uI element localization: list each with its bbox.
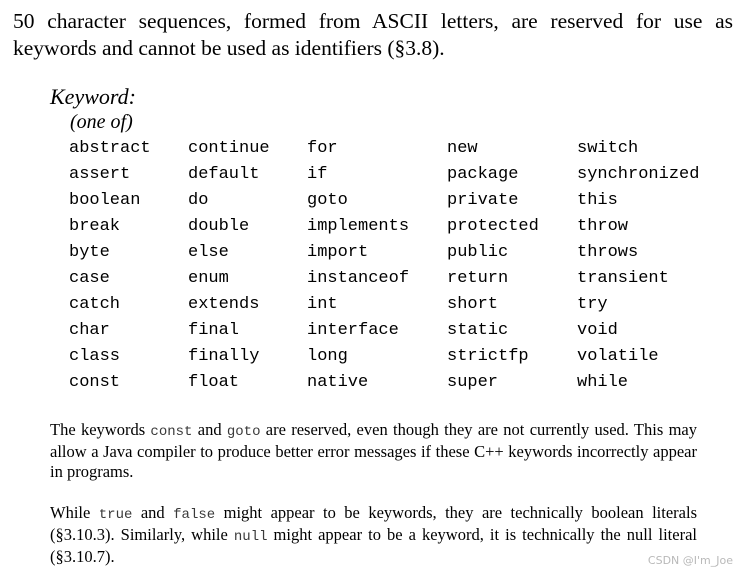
keyword-cell: double bbox=[188, 217, 250, 236]
inline-code-false: false bbox=[173, 507, 216, 523]
text-run: are reserved, even though they are not currently used. This may allow a Java compiler to produce better error messages if these C++ keywords incorrectly appear in programs. bbox=[50, 420, 697, 481]
keyword-cell: strictfp bbox=[447, 347, 529, 366]
keyword-cell: implements bbox=[307, 217, 410, 236]
inline-code-null: null bbox=[233, 529, 268, 545]
keyword-heading: Keyword: bbox=[50, 84, 136, 109]
keyword-cell: const bbox=[69, 373, 121, 392]
keyword-cell: new bbox=[447, 139, 478, 158]
keyword-cell: goto bbox=[307, 191, 348, 210]
keyword-cell: throw bbox=[577, 217, 629, 236]
inline-code-const: const bbox=[150, 424, 193, 440]
keyword-cell: transient bbox=[577, 269, 669, 288]
keyword-cell: super bbox=[447, 373, 499, 392]
keyword-cell: case bbox=[69, 269, 110, 288]
inline-code-true: true bbox=[98, 507, 133, 523]
keyword-cell: interface bbox=[307, 321, 399, 340]
keyword-cell: float bbox=[188, 373, 240, 392]
text-run: might appear to be a keyword, it is technically the null literal (§3.10.7). bbox=[50, 525, 697, 566]
keyword-cell: final bbox=[188, 321, 240, 340]
keyword-cell: char bbox=[69, 321, 110, 340]
keyword-cell: synchronized bbox=[577, 165, 700, 184]
keyword-cell: try bbox=[577, 295, 608, 314]
keyword-cell: assert bbox=[69, 165, 131, 184]
text-run: might appear to be keywords, they are technically boolean literals (§3.10.3). Similarly, while bbox=[50, 503, 697, 544]
keyword-cell: short bbox=[447, 295, 499, 314]
text-run: and bbox=[132, 503, 174, 522]
keyword-cell: for bbox=[307, 139, 338, 158]
keyword-cell: class bbox=[69, 347, 121, 366]
keyword-cell: do bbox=[188, 191, 209, 210]
inline-code-goto: goto bbox=[226, 424, 261, 440]
keyword-cell: package bbox=[447, 165, 519, 184]
keyword-cell: finally bbox=[188, 347, 260, 366]
keyword-cell: return bbox=[447, 269, 509, 288]
keyword-cell: import bbox=[307, 243, 369, 262]
keyword-cell: else bbox=[188, 243, 229, 262]
keyword-cell: static bbox=[447, 321, 509, 340]
text-run: and bbox=[192, 420, 227, 439]
keyword-cell: default bbox=[188, 165, 260, 184]
watermark: CSDN @I'm_Joe bbox=[647, 554, 733, 567]
keyword-cell: break bbox=[69, 217, 121, 236]
keyword-cell: private bbox=[447, 191, 519, 210]
keyword-cell: boolean bbox=[69, 191, 141, 210]
keyword-cell: byte bbox=[69, 243, 110, 262]
keyword-cell: long bbox=[307, 347, 348, 366]
text-run: While bbox=[50, 503, 99, 522]
keyword-cell: int bbox=[307, 295, 338, 314]
keyword-cell: void bbox=[577, 321, 618, 340]
keyword-cell: continue bbox=[188, 139, 270, 158]
text-run: The keywords bbox=[50, 420, 151, 439]
keyword-cell: volatile bbox=[577, 347, 659, 366]
keyword-cell: public bbox=[447, 243, 509, 262]
keyword-cell: if bbox=[307, 165, 328, 184]
literals-note-paragraph bbox=[50, 503, 697, 567]
keyword-cell: this bbox=[577, 191, 618, 210]
keyword-cell: native bbox=[307, 373, 369, 392]
keyword-cell: enum bbox=[188, 269, 229, 288]
intro-paragraph: 50 character sequences, formed from ASCII letters, are reserved for use as keywords and cannot be used as identifiers (§3.8). bbox=[13, 9, 733, 60]
keyword-cell: catch bbox=[69, 295, 121, 314]
keyword-cell: protected bbox=[447, 217, 539, 236]
keyword-cell: while bbox=[577, 373, 629, 392]
one-of-label: (one of) bbox=[70, 111, 133, 133]
keyword-cell: extends bbox=[188, 295, 260, 314]
keyword-cell: throws bbox=[577, 243, 639, 262]
keyword-cell: abstract bbox=[69, 139, 151, 158]
reserved-note-paragraph bbox=[50, 420, 697, 482]
keyword-cell: instanceof bbox=[307, 269, 410, 288]
keyword-cell: switch bbox=[577, 139, 639, 158]
keyword-table bbox=[69, 136, 717, 396]
